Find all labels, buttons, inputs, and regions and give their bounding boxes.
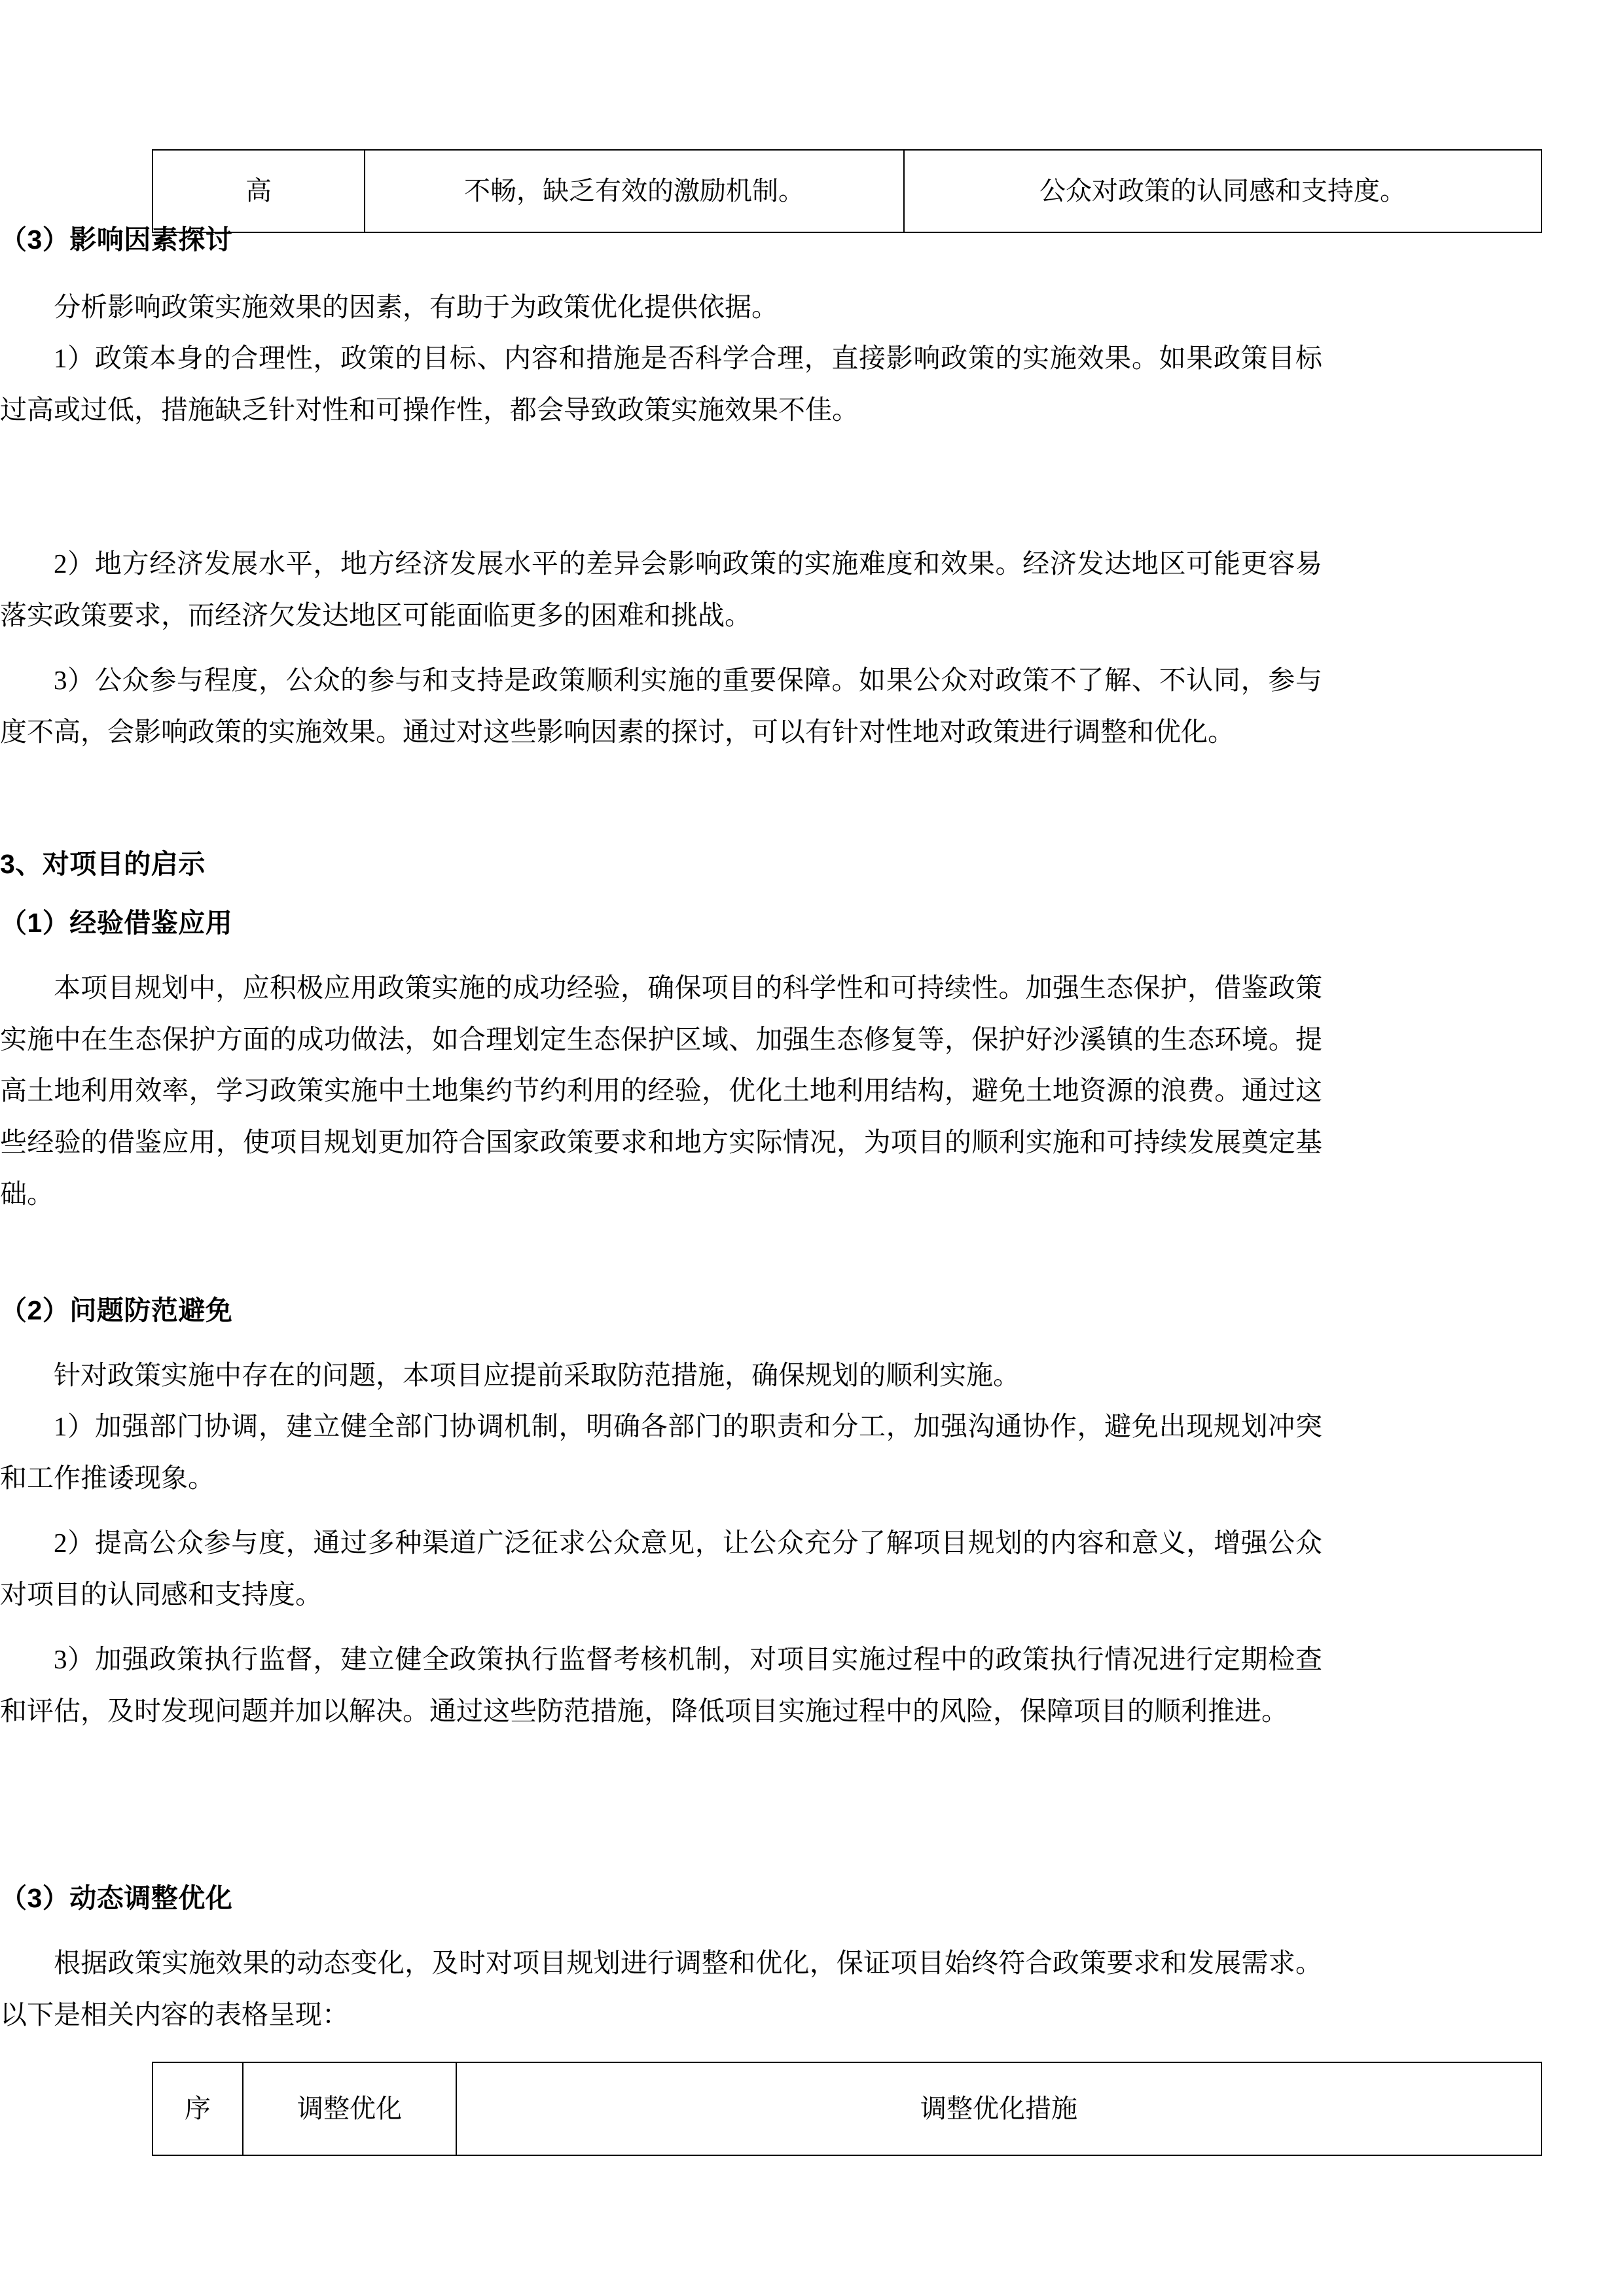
paragraph-factor-local-economy: 2）地方经济发展水平，地方经济发展水平的差异会影响政策的实施难度和效果。经济发达地区可能更容易落实政策要求，而经济欠发达地区可能面临更多的困难和挑战。 (0, 548, 1322, 630)
table-cell-impact: 公众对政策的认同感和支持度。 (904, 150, 1542, 232)
heading-experience-application: （1）经验借鉴应用 (0, 908, 233, 938)
dynamic-optimization-table (152, 2062, 1542, 2156)
paragraph-experience-application: 本项目规划中，应积极应用政策实施的成功经验，确保项目的科学性和可持续性。加强生态保护，借鉴政策实施中在生态保护方面的成功做法，如合理划定生态保护区域、加强生态修复等，保护好沙溪镇的生态环境。提高土地利用效率，学习政策实施中土地集约节约利用的经验，优化土地利用结构，避免土地资源的浪费。通过这些经验的借鉴应用，使项目规划更加符合国家政策要求和地方实际情况，为项目的顺利实施和可持续发展奠定基础。 (0, 973, 1322, 1209)
table-header-category: 调整优化 (243, 2062, 456, 2155)
paragraph-factor-public-participation: 3）公众参与程度，公众的参与和支持是政策顺利实施的重要保障。如果公众对政策不了解、不认同，参与度不高，会影响政策的实施效果。通过对这些影响因素的探讨，可以有针对性地对政策进行调整和优化。 (0, 665, 1322, 747)
paragraph-prevention-public-participation: 2）提高公众参与度，通过多种渠道广泛征求公众意见，让公众充分了解项目规划的内容和意义，增强公众对项目的认同感和支持度。 (0, 1528, 1322, 1609)
table-cell-problem: 不畅，缺乏有效的激励机制。 (365, 150, 904, 232)
paragraph-dynamic-optimization: 根据政策实施效果的动态变化，及时对项目规划进行调整和优化，保证项目始终符合政策要求和发展需求。以下是相关内容的表格呈现： (0, 1948, 1322, 2030)
table-header-row (153, 2062, 1542, 2155)
paragraph-factor-policy-rationality: 1）政策本身的合理性，政策的目标、内容和措施是否科学合理，直接影响政策的实施效果。如果政策目标过高或过低，措施缺乏针对性和可操作性，都会导致政策实施效果不佳。 (0, 343, 1322, 425)
heading-influence-factors: （3）影响因素探讨 (0, 224, 233, 255)
heading-project-implications: 3、对项目的启示 (0, 849, 206, 879)
table-cell-level: 高 (153, 150, 365, 232)
paragraph-prevention-supervision: 3）加强政策执行监督，建立健全政策执行监督考核机制，对项目实施过程中的政策执行情况进行定期检查和评估，及时发现问题并加以解决。通过这些防范措施，降低项目实施过程中的风险，保障项目的顺利推进。 (0, 1644, 1322, 1726)
table-header-measures: 调整优化措施 (456, 2062, 1542, 2155)
paragraph-prevention-dept-coordination: 1）加强部门协调，建立健全部门协调机制，明确各部门的职责和分工，加强沟通协作，避免出现规划冲突和工作推诿现象。 (0, 1411, 1322, 1493)
paragraph-prevention-intro: 针对政策实施中存在的问题，本项目应提前采取防范措施，确保规划的顺利实施。 (54, 1360, 1020, 1390)
heading-dynamic-optimization: （3）动态调整优化 (0, 1883, 233, 1913)
table-header-index: 序 (153, 2062, 243, 2155)
heading-problem-prevention: （2）问题防范避免 (0, 1295, 233, 1325)
paragraph-influence-intro: 分析影响政策实施效果的因素，有助于为政策优化提供依据。 (54, 292, 778, 322)
